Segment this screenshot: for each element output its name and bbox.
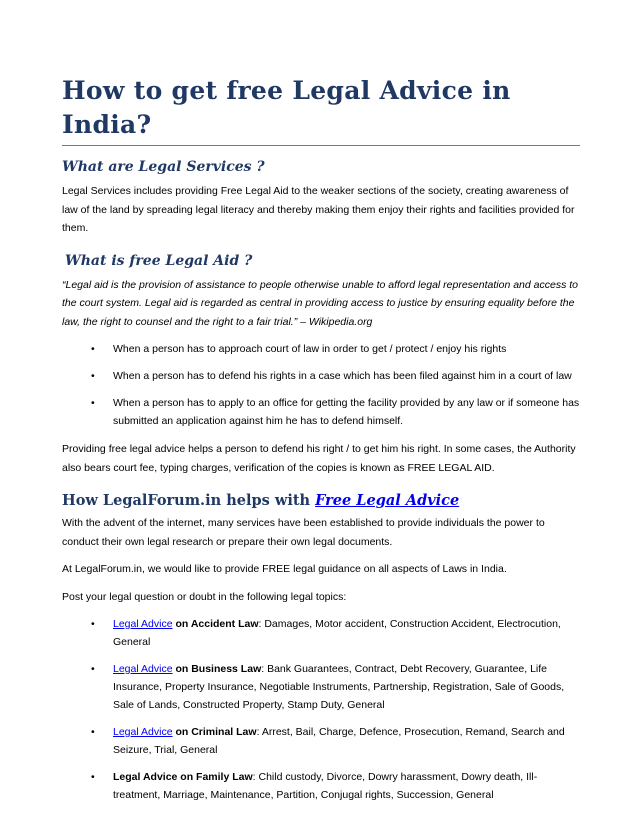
list-item bbox=[87, 340, 580, 358]
topic-title: on Criminal Law bbox=[172, 726, 257, 738]
topic-title: Legal Advice on Family Law bbox=[113, 771, 253, 783]
topic-item bbox=[87, 660, 580, 714]
legal-advice-link[interactable]: Legal Advice bbox=[113, 726, 173, 738]
list-item-text: When a person has to defend his rights in a case which has been filed against him in a court of law bbox=[113, 370, 572, 382]
bullet-icon: • bbox=[91, 663, 95, 675]
topic-desc: : Bank Guarantees, Contract, Debt Recovery, Guarantee, Life Insurance, Property Insurance, Negotiable Instruments, Partnership, Registration, Sale of Goods, Sale of Lands, Constructed Property, Stamp Duty, General bbox=[113, 663, 565, 711]
list-item bbox=[87, 367, 580, 385]
legal-aid-quote: “Legal aid is the provision of assistance to people otherwise unable to afford legal representation and access to the court system. Legal aid is regarded as central in providing access to justice by ensuring equality before the law, the right to counsel and the right to a fair trial.” – Wikipedia.org bbox=[62, 278, 578, 328]
legalforum-topics-intro: Post your legal question or doubt in the following legal topics: bbox=[62, 590, 347, 603]
page-title: How to get free Legal Advice in India? bbox=[62, 74, 580, 146]
topic-item bbox=[87, 615, 580, 651]
free-legal-advice-link[interactable]: Free Legal Advice bbox=[315, 492, 460, 509]
bullet-icon: • bbox=[91, 370, 95, 382]
topic-title: on Accident Law bbox=[172, 618, 259, 630]
bullet-icon: • bbox=[91, 726, 95, 738]
legal-aid-summary: Providing free legal advice helps a person to defend his right / to get him his right. In some cases, the Authority also bears court fee, typing charges, verification of the copies is known as FREE LEGAL AID. bbox=[62, 443, 576, 474]
legalforum-intro: With the advent of the internet, many services have been established to provide individuals the power to conduct their own legal research or prepare their own legal documents. bbox=[62, 517, 545, 548]
bullet-icon: • bbox=[91, 618, 95, 630]
topic-desc: : Damages, Motor accident, Construction Accident, Electrocution, General bbox=[113, 618, 561, 648]
topic-item bbox=[87, 723, 580, 759]
legal-aid-list bbox=[62, 340, 580, 430]
legal-aid-heading: What is free Legal Aid ? bbox=[65, 252, 253, 269]
legal-advice-link[interactable]: Legal Advice bbox=[113, 618, 173, 630]
legal-topics-list bbox=[62, 615, 580, 804]
list-item bbox=[87, 394, 580, 430]
services-heading: What are Legal Services ? bbox=[62, 159, 265, 175]
topic-desc: : Arrest, Bail, Charge, Defence, Prosecution, Remand, Search and Seizure, Trial, General bbox=[113, 726, 565, 756]
topic-title: on Business Law bbox=[172, 663, 262, 675]
bullet-icon: • bbox=[91, 397, 95, 409]
bullet-icon: • bbox=[91, 343, 95, 355]
topic-desc: : Child custody, Divorce, Dowry harassment, Dowry death, Ill-treatment, Marriage, Maintenance, Partition, Conjugal rights, Succession, General bbox=[113, 771, 538, 801]
topic-item bbox=[87, 768, 580, 804]
services-body: Legal Services includes providing Free Legal Aid to the weaker sections of the society, creating awareness of law of the land by spreading legal literacy and thereby making them enjoy their rights and facilities provided for them. bbox=[62, 185, 575, 234]
bullet-icon: • bbox=[91, 771, 95, 783]
legalforum-offer: At LegalForum.in, we would like to provide FREE legal guidance on all aspects of Laws in India. bbox=[62, 563, 507, 575]
list-item-text: When a person has to apply to an office for getting the facility provided by any law or if someone has submitted an application against him he has to defend himself. bbox=[113, 397, 580, 427]
legalforum-heading bbox=[62, 492, 580, 510]
legalforum-heading-text: How LegalForum.in helps with bbox=[62, 492, 316, 509]
list-item-text: When a person has to approach court of law in order to get / protect / enjoy his rights bbox=[113, 343, 507, 355]
legal-advice-link[interactable]: Legal Advice bbox=[113, 663, 173, 675]
